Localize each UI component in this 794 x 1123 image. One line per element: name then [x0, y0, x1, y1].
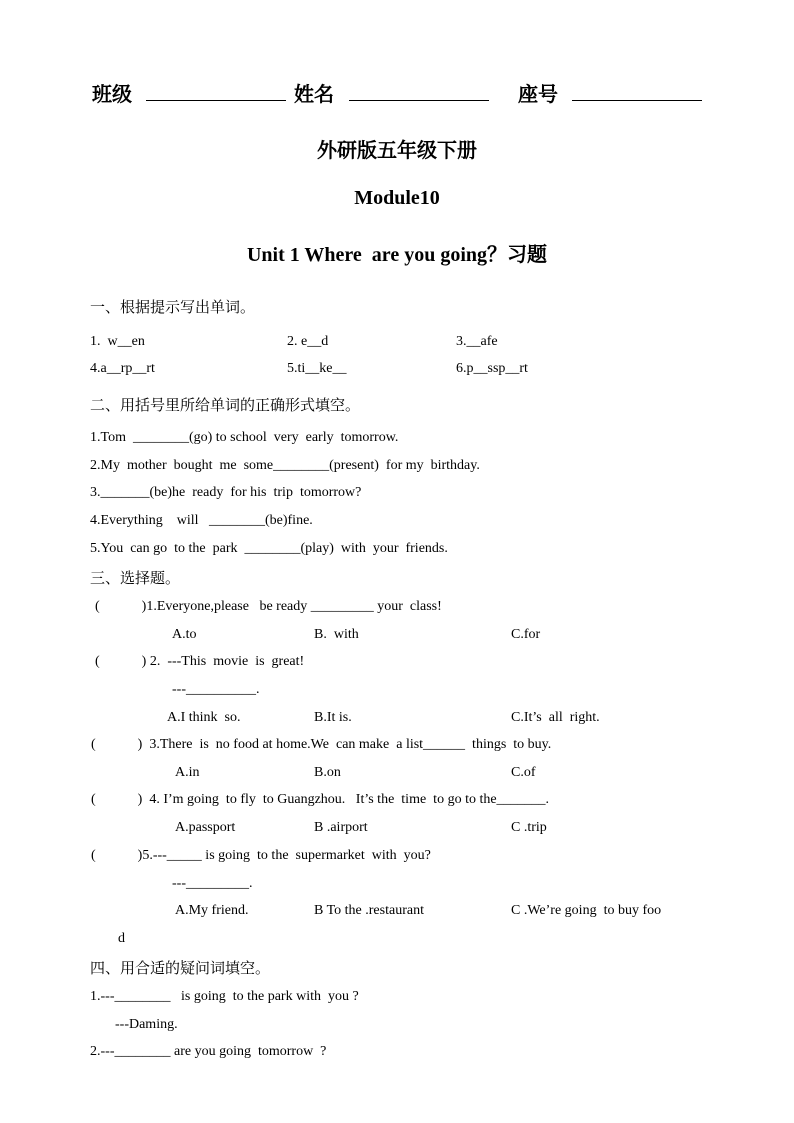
s3-q3-option-a: A.in [175, 765, 200, 780]
s3-q2-option-b: B.It is. [314, 710, 352, 725]
s3-q5-option-c-wrap: d [118, 931, 125, 946]
s1-item-6: 6.p__ssp__rt [456, 361, 528, 376]
s2-item-1: 1.Tom ________(go) to school very early tomorrow. [90, 430, 399, 445]
s3-q5-option-a: A.My friend. [175, 903, 249, 918]
s3-q2-reply: ---__________. [172, 682, 260, 697]
s3-q2-stem: ( ) 2. ---This movie is great! [95, 654, 305, 669]
s3-q4-option-c: C .trip [511, 820, 547, 835]
s2-item-3: 3._______(be)he ready for his trip tomorrow? [90, 485, 362, 500]
s2-item-5: 5.You can go to the park ________(play) with your friends. [90, 541, 448, 556]
s3-q5-option-c: C .We’re going to buy foo [511, 903, 662, 918]
s3-q5-stem: ( )5.---_____ is going to the supermarket with you? [91, 848, 431, 863]
s3-q2-option-a: A.I think so. [167, 710, 241, 725]
s1-item-5: 5.ti__ke__ [287, 361, 347, 376]
seat-blank[interactable] [572, 82, 702, 101]
section2-heading: 二、用括号里所给单词的正确形式填空。 [90, 398, 361, 414]
s1-item-3: 3.__afe [456, 334, 498, 349]
s1-item-1: 1. w__en [90, 334, 145, 349]
section1-heading: 一、根据提示写出单词。 [90, 300, 256, 316]
s3-q1-option-b: B. with [314, 627, 359, 642]
s3-q5-option-b: B To the .restaurant [314, 903, 424, 918]
s3-q4-option-b: B .airport [314, 820, 368, 835]
s3-q3-option-c: C.of [511, 765, 536, 780]
s2-item-4: 4.Everything will ________(be)fine. [90, 513, 313, 528]
s3-q1-option-c: C.for [511, 627, 541, 642]
unit-title: Unit 1 Where are you going？习题 [246, 244, 547, 266]
class-label: 班级 [92, 84, 132, 106]
s4-q1: 1.---________ is going to the park with you ? [90, 989, 359, 1004]
s3-q1-option-a: A.to [172, 627, 197, 642]
s3-q4-option-a: A.passport [175, 820, 236, 835]
s3-q3-stem: ( ) 3.There is no food at home.We can make a list______ things to buy. [91, 737, 552, 752]
s1-item-2: 2. e__d [287, 334, 329, 349]
s4-q2: 2.---________ are you going tomorrow ? [90, 1044, 327, 1059]
s4-q1-reply: ---Daming. [115, 1017, 178, 1032]
s2-item-2: 2.My mother bought me some________(present) for my birthday. [90, 458, 480, 473]
s3-q4-stem: ( ) 4. I’m going to fly to Guangzhou. It’s the time to go to the_______. [91, 792, 550, 807]
name-blank[interactable] [349, 82, 489, 101]
name-label: 姓名 [294, 84, 334, 106]
book-title: 外研版五年级下册 [317, 140, 477, 162]
s3-q1-stem: ( )1.Everyone,please be ready _________ your class! [95, 599, 442, 614]
module-title: Module10 [354, 187, 440, 209]
s3-q3-option-b: B.on [314, 765, 341, 780]
section4-heading: 四、用合适的疑问词填空。 [90, 961, 271, 977]
seat-label: 座号 [518, 84, 558, 106]
s3-q2-option-c: C.It’s all right. [511, 710, 600, 725]
section3-heading: 三、选择题。 [90, 571, 181, 587]
s3-q5-reply: ---_________. [172, 876, 253, 891]
s1-item-4: 4.a__rp__rt [90, 361, 155, 376]
class-blank[interactable] [146, 82, 286, 101]
